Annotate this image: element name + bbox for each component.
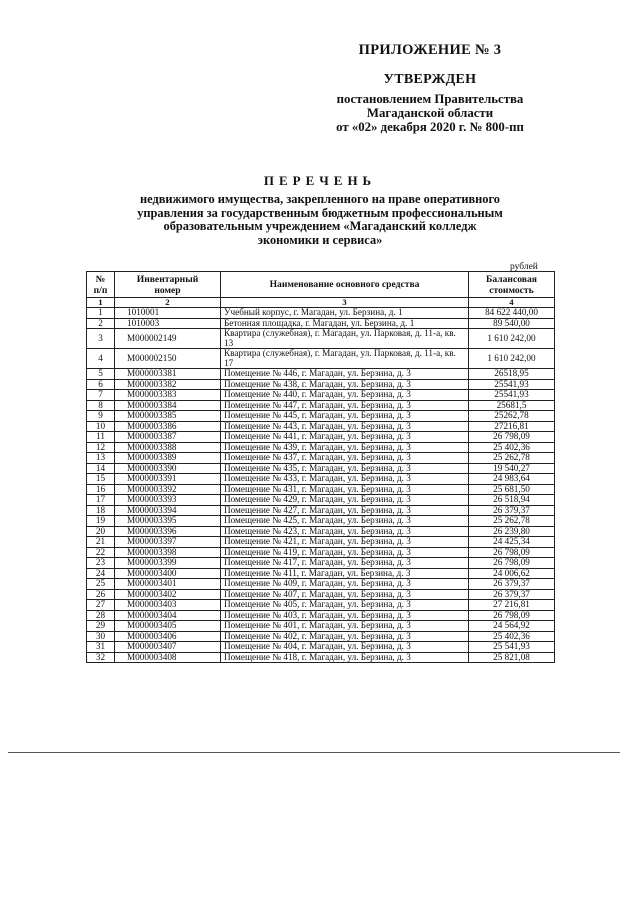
asset-name: Помещение № 439, г. Магадан, ул. Берзина, д. 3 (221, 442, 469, 453)
balance-value: 19 540,27 (469, 463, 555, 474)
balance-value: 25541,93 (469, 379, 555, 390)
asset-name: Помещение № 409, г. Магадан, ул. Берзина, д. 3 (221, 579, 469, 590)
balance-value: 26 379,37 (469, 579, 555, 590)
table-row (87, 652, 555, 663)
balance-value: 1 610 242,00 (469, 329, 555, 349)
table-row (87, 568, 555, 579)
table-row (87, 432, 555, 443)
balance-value: 84 622 440,00 (469, 308, 555, 319)
table-row (87, 537, 555, 548)
row-number: 3 (87, 329, 115, 349)
row-number: 12 (87, 442, 115, 453)
balance-value: 26 518,94 (469, 495, 555, 506)
asset-name: Помещение № 401, г. Магадан, ул. Берзина, д. 3 (221, 621, 469, 632)
row-number: 27 (87, 600, 115, 611)
asset-name: Помещение № 435, г. Магадан, ул. Берзина, д. 3 (221, 463, 469, 474)
inventory-number: М000002150 (115, 349, 221, 369)
row-number: 13 (87, 453, 115, 464)
row-number: 22 (87, 547, 115, 558)
asset-name: Помещение № 431, г. Магадан, ул. Берзина, д. 3 (221, 484, 469, 495)
table-row (87, 610, 555, 621)
table-row (87, 547, 555, 558)
asset-name: Помещение № 404, г. Магадан, ул. Берзина, д. 3 (221, 642, 469, 653)
row-number: 10 (87, 421, 115, 432)
inventory-number: М000003394 (115, 505, 221, 516)
row-number: 14 (87, 463, 115, 474)
column-number: 1 (87, 298, 115, 308)
asset-name: Помещение № 440, г. Магадан, ул. Берзина, д. 3 (221, 390, 469, 401)
row-number: 23 (87, 558, 115, 569)
inventory-number: М000003401 (115, 579, 221, 590)
inventory-number: М000003381 (115, 369, 221, 380)
table-row (87, 516, 555, 527)
subtitle-line-4: экономики и сервиса» (257, 232, 383, 247)
balance-value: 25 262,78 (469, 516, 555, 527)
asset-name: Помещение № 417, г. Магадан, ул. Берзина, д. 3 (221, 558, 469, 569)
row-number: 16 (87, 484, 115, 495)
inventory-number: М000003388 (115, 442, 221, 453)
asset-name: Помещение № 405, г. Магадан, ул. Берзина, д. 3 (221, 600, 469, 611)
inventory-number: М000003390 (115, 463, 221, 474)
row-number: 2 (87, 318, 115, 329)
inventory-number: М000003406 (115, 631, 221, 642)
table-row (87, 484, 555, 495)
asset-name: Помещение № 446, г. Магадан, ул. Берзина, д. 3 (221, 369, 469, 380)
asset-name: Помещение № 427, г. Магадан, ул. Берзина, д. 3 (221, 505, 469, 516)
table-row (87, 318, 555, 329)
table-row (87, 411, 555, 422)
row-number: 31 (87, 642, 115, 653)
balance-value: 25262,78 (469, 411, 555, 422)
balance-value: 26 379,37 (469, 505, 555, 516)
row-number: 6 (87, 379, 115, 390)
document-subtitle (100, 193, 540, 247)
inventory-number: М000003407 (115, 642, 221, 653)
balance-value: 25 681,50 (469, 484, 555, 495)
row-number: 32 (87, 652, 115, 663)
table-row (87, 589, 555, 600)
decree-line-1: постановлением Правительства (336, 92, 524, 106)
balance-value: 25681,5 (469, 400, 555, 411)
approved-label: УТВЕРЖДЕН (383, 72, 477, 87)
row-number: 20 (87, 526, 115, 537)
asset-name: Помещение № 421, г. Магадан, ул. Берзина, д. 3 (221, 537, 469, 548)
inventory-number: М000003383 (115, 390, 221, 401)
inventory-number: М000003403 (115, 600, 221, 611)
inventory-number: М000003398 (115, 547, 221, 558)
inventory-number: М000003400 (115, 568, 221, 579)
balance-value: 25541,93 (469, 390, 555, 401)
column-number-row (87, 298, 555, 308)
property-table (86, 271, 555, 663)
row-number: 28 (87, 610, 115, 621)
row-number: 7 (87, 390, 115, 401)
asset-name: Помещение № 445, г. Магадан, ул. Берзина, д. 3 (221, 411, 469, 422)
balance-value: 26 798,09 (469, 558, 555, 569)
inventory-number: М000003387 (115, 432, 221, 443)
table-row (87, 329, 555, 349)
table-header-row (87, 272, 555, 298)
inventory-number: М000002149 (115, 329, 221, 349)
asset-name: Помещение № 407, г. Магадан, ул. Берзина, д. 3 (221, 589, 469, 600)
asset-name: Учебный корпус, г. Магадан, ул. Берзина, д. 1 (221, 308, 469, 319)
balance-value: 26518,95 (469, 369, 555, 380)
row-number: 11 (87, 432, 115, 443)
column-header-number: № п/п (87, 272, 115, 298)
asset-name: Помещение № 438, г. Магадан, ул. Берзина, д. 3 (221, 379, 469, 390)
balance-value: 27 216,81 (469, 600, 555, 611)
asset-name: Помещение № 418, г. Магадан, ул. Берзина, д. 3 (221, 652, 469, 663)
balance-value: 25 541,93 (469, 642, 555, 653)
balance-value: 26 798,09 (469, 547, 555, 558)
table-row (87, 463, 555, 474)
asset-name: Квартира (служебная), г. Магадан, ул. Парковая, д. 11-а, кв. 13 (221, 329, 469, 349)
inventory-number: М000003391 (115, 474, 221, 485)
table-row (87, 453, 555, 464)
row-number: 25 (87, 579, 115, 590)
subtitle-line-1: недвижимого имущества, закрепленного на праве оперативного (139, 192, 501, 206)
inventory-number: М000003395 (115, 516, 221, 527)
asset-name: Квартира (служебная), г. Магадан, ул. Парковая, д. 11-а, кв. 17 (221, 349, 469, 369)
column-number: 3 (221, 298, 469, 308)
row-number: 5 (87, 369, 115, 380)
table-row (87, 390, 555, 401)
asset-name: Помещение № 433, г. Магадан, ул. Берзина, д. 3 (221, 474, 469, 485)
currency-unit: рублей (510, 262, 538, 272)
inventory-number: М000003397 (115, 537, 221, 548)
table-row (87, 474, 555, 485)
row-number: 26 (87, 589, 115, 600)
inventory-number: М000003399 (115, 558, 221, 569)
asset-name: Помещение № 423, г. Магадан, ул. Берзина, д. 3 (221, 526, 469, 537)
inventory-number: М000003382 (115, 379, 221, 390)
table-row (87, 369, 555, 380)
balance-value: 26 379,37 (469, 589, 555, 600)
subtitle-line-3: образовательным учреждением «Магаданский колледж (163, 219, 477, 233)
row-number: 29 (87, 621, 115, 632)
table-row (87, 631, 555, 642)
table-row (87, 642, 555, 653)
asset-name: Помещение № 441, г. Магадан, ул. Берзина, д. 3 (221, 432, 469, 443)
inventory-number: М000003389 (115, 453, 221, 464)
asset-name: Помещение № 443, г. Магадан, ул. Берзина, д. 3 (221, 421, 469, 432)
inventory-number: М000003408 (115, 652, 221, 663)
decree-text (300, 92, 560, 120)
balance-value: 25 402,36 (469, 442, 555, 453)
decree-line-2: Магаданской области (366, 106, 494, 120)
table-row (87, 379, 555, 390)
column-header-name: Наименование основного средства (221, 272, 469, 298)
table-row (87, 495, 555, 506)
inventory-number: М000003404 (115, 610, 221, 621)
inventory-number: М000003402 (115, 589, 221, 600)
asset-name: Бетонная площадка, г. Магадан, ул. Берзина, д. 1 (221, 318, 469, 329)
row-number: 21 (87, 537, 115, 548)
balance-value: 1 610 242,00 (469, 349, 555, 369)
inventory-number: М000003392 (115, 484, 221, 495)
table-row (87, 442, 555, 453)
table-row (87, 400, 555, 411)
table-row (87, 558, 555, 569)
table-row (87, 308, 555, 319)
balance-value: 25 821,08 (469, 652, 555, 663)
table-row (87, 349, 555, 369)
table-row (87, 526, 555, 537)
inventory-number: 1010001 (115, 308, 221, 319)
row-number: 24 (87, 568, 115, 579)
column-header-value: Балансовая стоимость (469, 272, 555, 298)
asset-name: Помещение № 411, г. Магадан, ул. Берзина, д. 3 (221, 568, 469, 579)
row-number: 8 (87, 400, 115, 411)
column-header-inventory: Инвентарный номер (115, 272, 221, 298)
balance-value: 26 239,80 (469, 526, 555, 537)
row-number: 30 (87, 631, 115, 642)
decree-date: от «02» декабря 2020 г. № 800-пп (336, 120, 524, 134)
inventory-number: 1010003 (115, 318, 221, 329)
asset-name: Помещение № 437, г. Магадан, ул. Берзина, д. 3 (221, 453, 469, 464)
asset-name: Помещение № 419, г. Магадан, ул. Берзина, д. 3 (221, 547, 469, 558)
table-row (87, 505, 555, 516)
inventory-number: М000003386 (115, 421, 221, 432)
table-row (87, 421, 555, 432)
inventory-number: М000003385 (115, 411, 221, 422)
balance-value: 25 402,36 (469, 631, 555, 642)
row-number: 19 (87, 516, 115, 527)
balance-value: 24 425,34 (469, 537, 555, 548)
balance-value: 89 540,00 (469, 318, 555, 329)
row-number: 15 (87, 474, 115, 485)
asset-name: Помещение № 425, г. Магадан, ул. Берзина, д. 3 (221, 516, 469, 527)
subtitle-line-2: управления за государственным бюджетным профессиональным (137, 205, 503, 220)
balance-value: 24 006,62 (469, 568, 555, 579)
asset-name: Помещение № 403, г. Магадан, ул. Берзина, д. 3 (221, 610, 469, 621)
balance-value: 25 262,78 (469, 453, 555, 464)
column-number: 2 (115, 298, 221, 308)
asset-name: Помещение № 429, г. Магадан, ул. Берзина, д. 3 (221, 495, 469, 506)
balance-value: 27216,81 (469, 421, 555, 432)
balance-value: 24 983,64 (469, 474, 555, 485)
inventory-number: М000003405 (115, 621, 221, 632)
inventory-number: М000003393 (115, 495, 221, 506)
inventory-number: М000003396 (115, 526, 221, 537)
page-divider (8, 752, 620, 753)
row-number: 9 (87, 411, 115, 422)
balance-value: 26 798,09 (469, 610, 555, 621)
appendix-number: ПРИЛОЖЕНИЕ № 3 (358, 42, 502, 58)
row-number: 17 (87, 495, 115, 506)
asset-name: Помещение № 447, г. Магадан, ул. Берзина, д. 3 (221, 400, 469, 411)
row-number: 4 (87, 349, 115, 369)
balance-value: 24 564,92 (469, 621, 555, 632)
table-row (87, 579, 555, 590)
column-number: 4 (469, 298, 555, 308)
document-title: ПЕРЕЧЕНЬ (263, 173, 377, 188)
inventory-number: М000003384 (115, 400, 221, 411)
table-row (87, 621, 555, 632)
table-row (87, 600, 555, 611)
asset-name: Помещение № 402, г. Магадан, ул. Берзина, д. 3 (221, 631, 469, 642)
row-number: 18 (87, 505, 115, 516)
balance-value: 26 798,09 (469, 432, 555, 443)
row-number: 1 (87, 308, 115, 319)
